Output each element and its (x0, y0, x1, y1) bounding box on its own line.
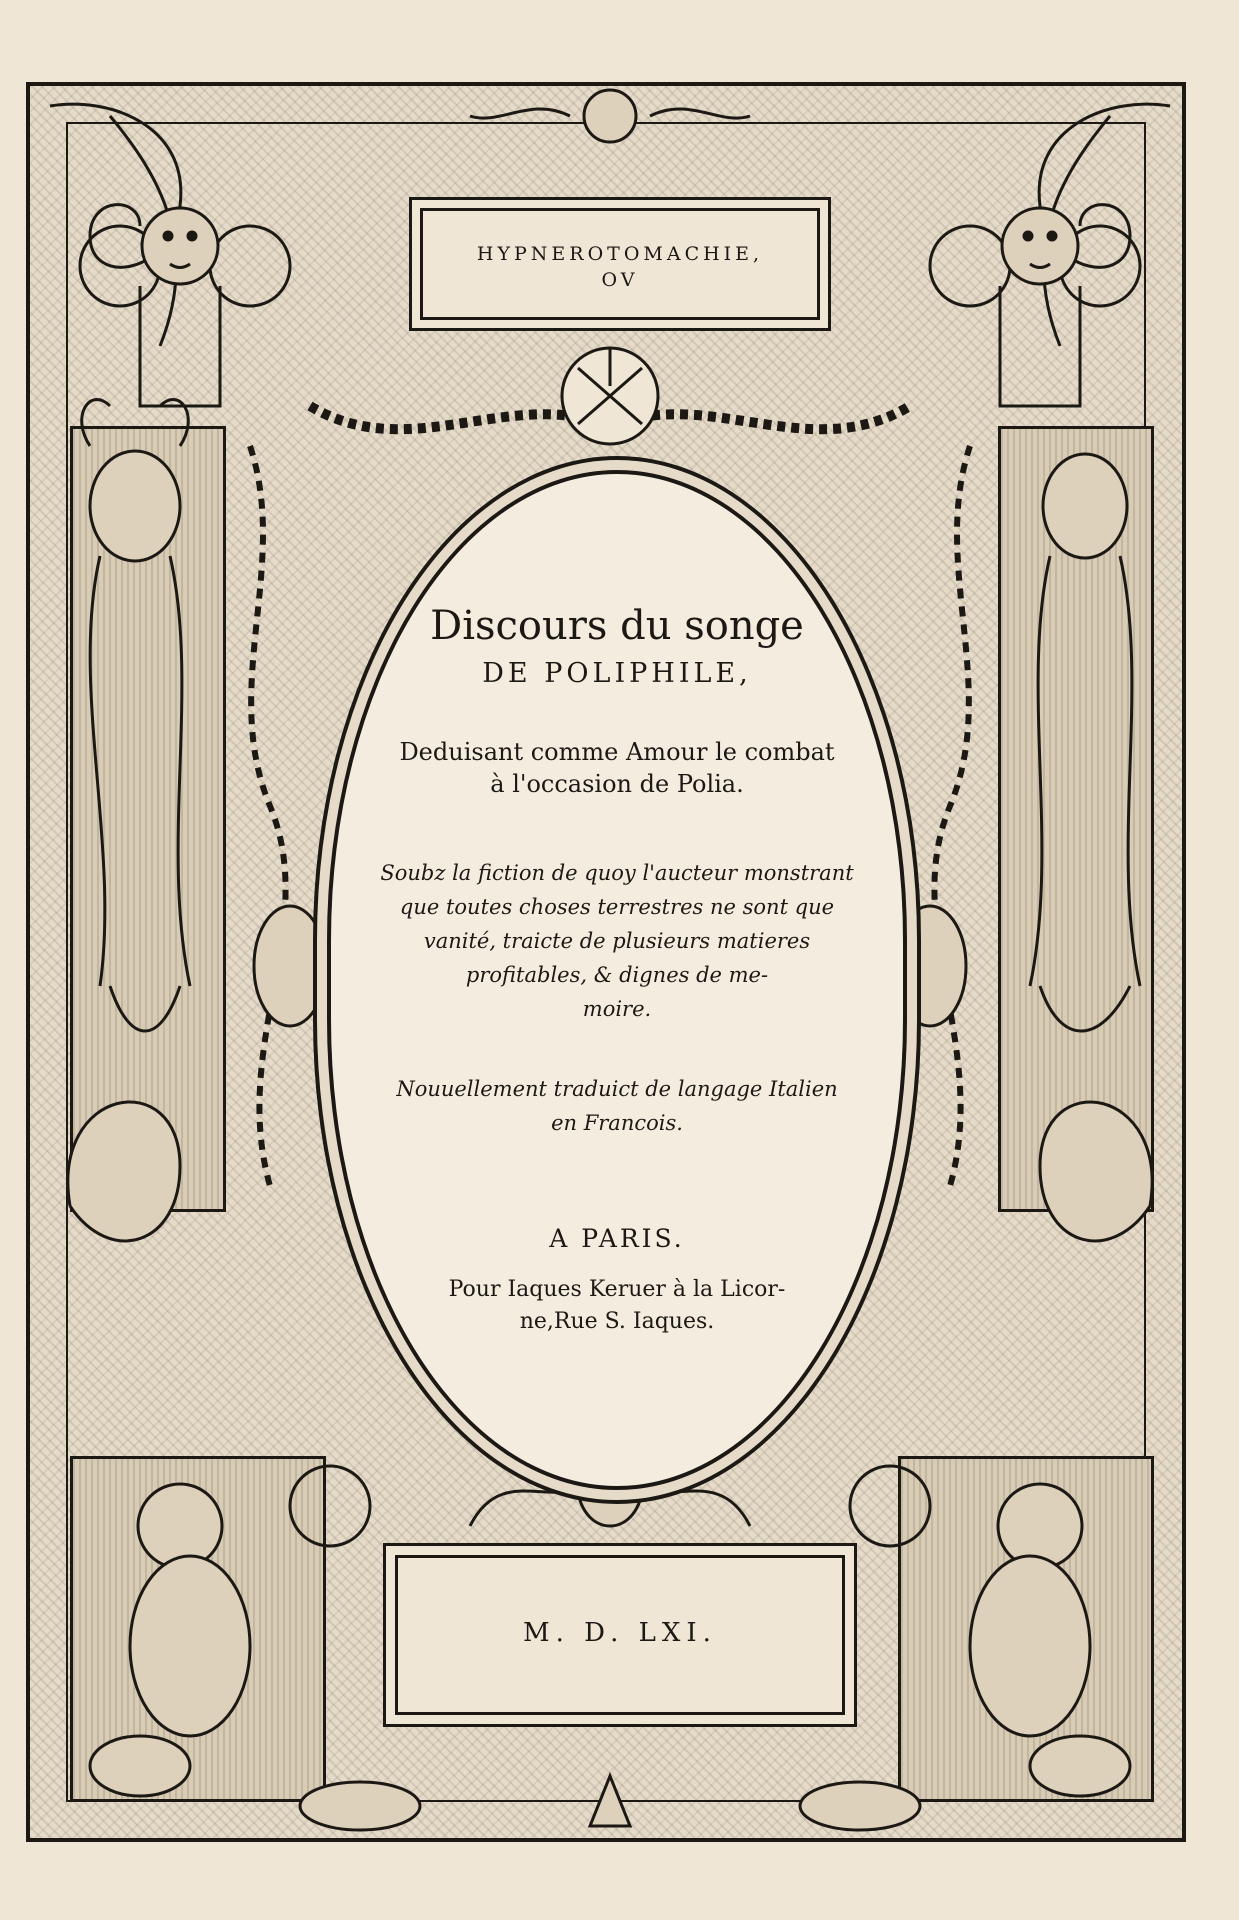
satyr-figure-icon (82, 400, 190, 1031)
putto-figure-icon (970, 1484, 1130, 1796)
putto-figure-icon (90, 1484, 250, 1796)
italic-line3: vanité, traicte de plusieurs matieres (423, 929, 811, 953)
mascaron-scroll-icon (930, 104, 1170, 406)
subtitle (331, 736, 903, 800)
italic-line2: que toutes choses terrestres ne sont que (399, 895, 835, 919)
main-heading: Discours du songe (430, 603, 804, 649)
mascaron-scroll-icon (50, 104, 290, 406)
female-figure-icon (1030, 454, 1140, 1031)
imprint-publisher (331, 1274, 903, 1338)
printer-device-icon (562, 348, 658, 444)
cherub-head-icon (470, 90, 750, 142)
italic-line5: moire. (582, 997, 652, 1021)
publisher-line2: ne,Rue S. Iaques. (519, 1309, 715, 1334)
italic-description (331, 856, 903, 1026)
main-name: DE POLIPHILE, (482, 658, 752, 689)
header-title-line1: HYPNEROTOMACHIE, (476, 243, 764, 265)
date-box (395, 1555, 845, 1715)
translation-note (331, 1072, 903, 1140)
header-title-box (420, 208, 820, 320)
central-cartouche (327, 470, 907, 1490)
subtitle-line2: à l'occasion de Polia. (490, 770, 744, 798)
publisher-line1: Pour Iaques Keruer à la Licor- (448, 1277, 786, 1302)
italic-line1: Soubz la fiction de quoy l'aucteur monstrant (380, 861, 854, 885)
header-title-line2: OV (601, 269, 639, 291)
publication-date: M. D. LXI. (523, 1618, 717, 1648)
imprint-city: A PARIS. (549, 1224, 685, 1253)
subtitle-line1: Deduisant comme Amour le combat (399, 738, 835, 766)
translation-line2: en Francois. (551, 1111, 683, 1135)
italic-line4: profitables, & dignes de me- (465, 963, 769, 987)
translation-line1: Nouuellement traduict de langage Italien (396, 1077, 838, 1101)
